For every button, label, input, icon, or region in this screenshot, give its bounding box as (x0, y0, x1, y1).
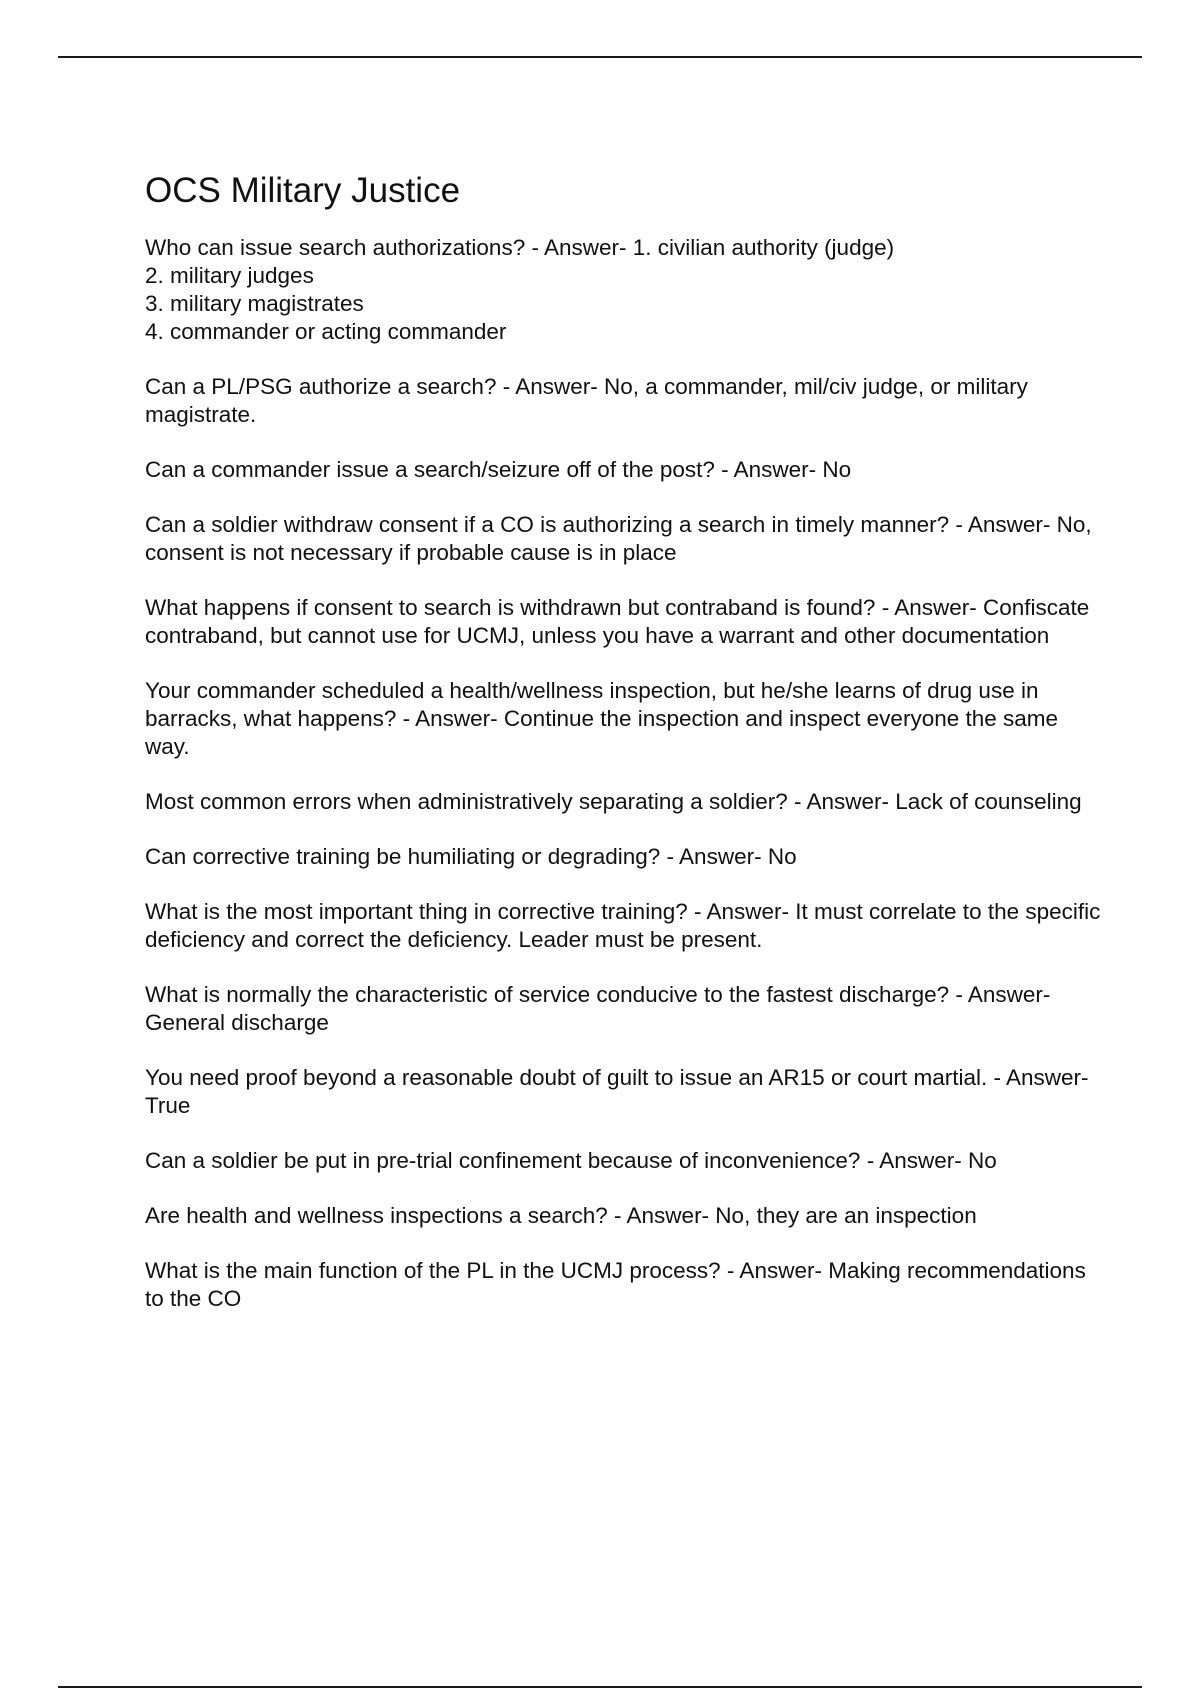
qa-item: Can corrective training be humiliating or degrading? - Answer- No (145, 844, 797, 869)
qa-item: What happens if consent to search is withdrawn but contraband is found? - Answer- Confiscate contraband, but cannot use for UCMJ, unless you have a warrant and other documentation (145, 595, 1090, 648)
qa-item: Who can issue search authorizations? - Answer- 1. civilian authority (judge) 2. military judges 3. military magistrates 4. commander or acting commander (145, 235, 895, 344)
qa-item: What is the most important thing in corrective training? - Answer- It must correlate to the specific deficiency and correct the deficiency. Leader must be present. (145, 899, 1101, 952)
qa-item: Can a PL/PSG authorize a search? - Answer- No, a commander, mil/civ judge, or military magistrate. (145, 374, 1028, 427)
qa-item: Your commander scheduled a health/wellness inspection, but he/she learns of drug use in barracks, what happens? - Answer- Continue the inspection and inspect everyone the same way. (145, 678, 1059, 759)
qa-item: What is the main function of the PL in the UCMJ process? - Answer- Making recommendations to the CO (145, 1258, 1086, 1311)
qa-item: You need proof beyond a reasonable doubt of guilt to issue an AR15 or court martial. - Answer- True (145, 1065, 1089, 1118)
bottom-divider (58, 1686, 1142, 1688)
qa-item: What is normally the characteristic of service conducive to the fastest discharge? - Answer- General discharge (145, 982, 1051, 1035)
document-body (145, 170, 1105, 1340)
qa-item: Can a commander issue a search/seizure off of the post? - Answer- No (145, 457, 852, 482)
qa-item: Can a soldier withdraw consent if a CO is authorizing a search in timely manner? - Answer- No, consent is not necessary if probable cause is in place (145, 512, 1092, 565)
qa-item: Are health and wellness inspections a search? - Answer- No, they are an inspection (145, 1203, 977, 1228)
qa-item: Can a soldier be put in pre-trial confinement because of inconvenience? - Answer- No (145, 1148, 997, 1173)
page-title: OCS Military Justice (145, 171, 461, 210)
top-divider (58, 56, 1142, 58)
qa-item: Most common errors when administratively separating a soldier? - Answer- Lack of counseling (145, 789, 1082, 814)
